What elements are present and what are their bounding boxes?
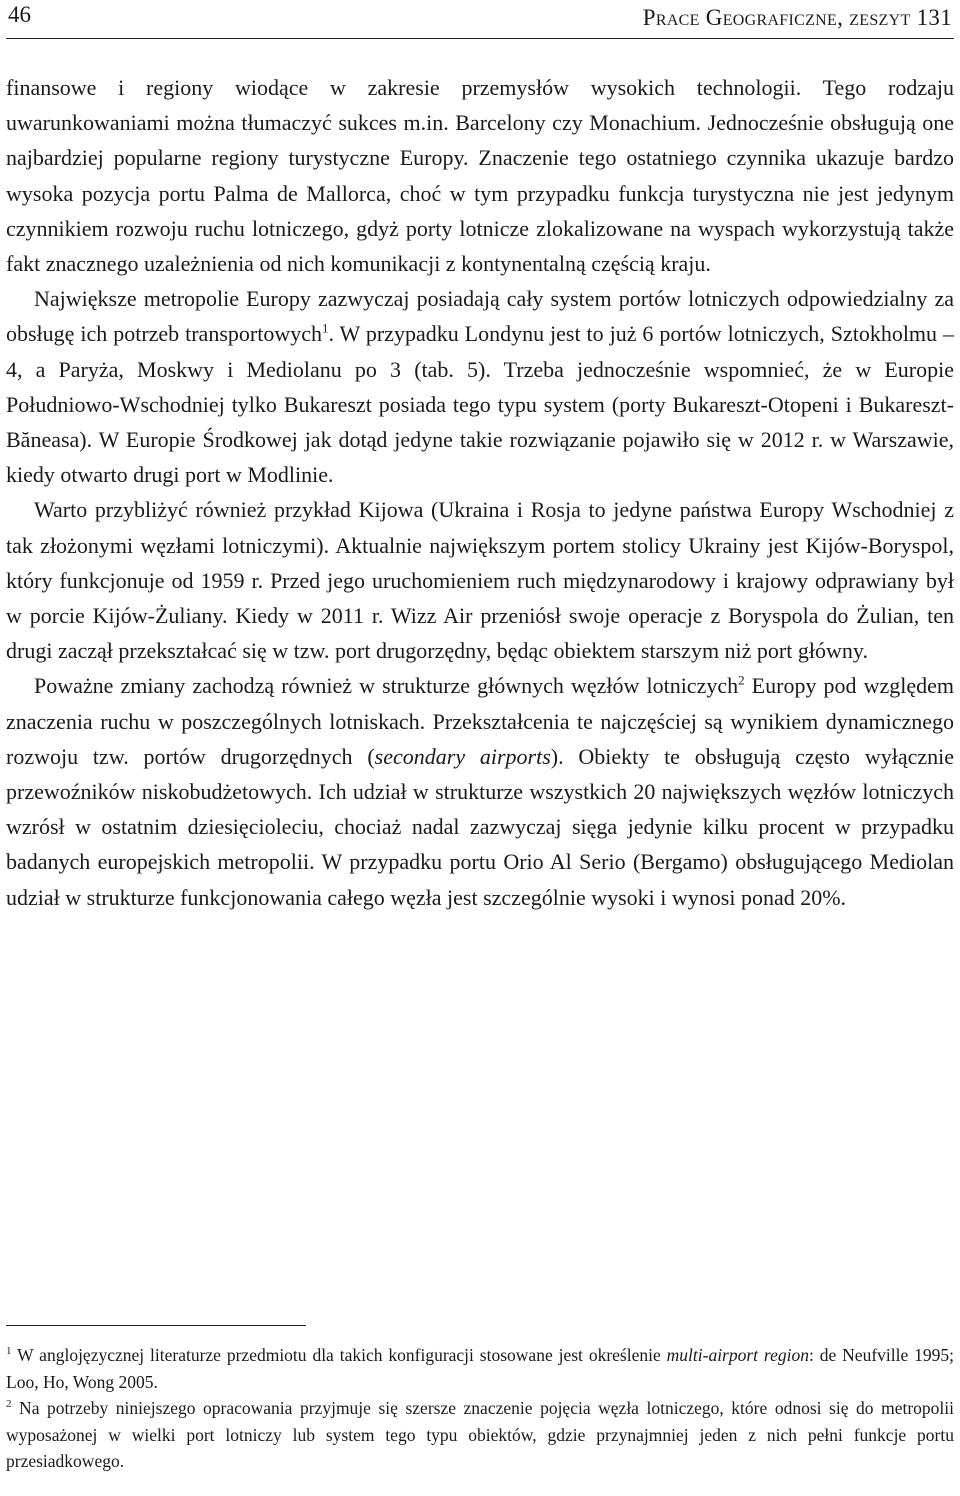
footnote-1-text-a: W anglojęzycznej literaturze przedmiotu dla takich konfiguracji stosowane jest określenie <box>11 1345 667 1365</box>
footnotes <box>6 1325 954 1475</box>
footnote-2-text: Na potrzeby niniejszego opracowania przyjmuje się szersze znaczenie pojęcia węzła lotniczego, które odnosi się do metropolii wyposażonej w wielki port lotniczy lub system tego typu obiektów, gdzie przynajmniej jeden z nich pełni funkcje portu przesiadkowego. <box>6 1398 954 1471</box>
paragraph-4-text-c: ). Obiekty te obsługują często wyłącznie przewoźników niskobudżetowych. Ich udział w strukturze wszystkich 20 największych węzłów lotniczych wzrósł w ostatnim dziesięcioleciu, chociaż nadal zazwyczaj sięga jedynie kilku procent w przypadku badanych europejskich metropolii. W przypadku portu Orio Al Serio (Bergamo) obsługującego Mediolan udział w strukturze funkcjonowania całego węzła jest szczególnie wysoki i wynosi ponad 20%. <box>6 743 954 910</box>
paragraph-3-text: Warto przybliżyć również przykład Kijowa (Ukraina i Rosja to jedyne państwa Europy Wschodniej z tak złożonymi węzłami lotniczymi). Aktualnie największym portem stolicy Ukrainy jest Kijów-Boryspol, który funkcjonuje od 1959 r. Przed jego uruchomieniem ruch międzynarodowy i krajowy odprawiany był w porcie Kijów-Żuliany. Kiedy w 2011 r. Wizz Air przeniósł swoje operacje z Boryspola do Żulian, ten drugi zaczął przekształcać się w tzw. port drugorzędny, będąc obiektem starszym niż port główny. <box>6 497 954 664</box>
paragraph-2 <box>6 281 954 492</box>
page <box>6 0 954 1496</box>
footnote-2 <box>6 1395 954 1475</box>
footnote-1 <box>6 1342 954 1395</box>
footnote-1-text-b: : de Neufville 1995; Loo, Ho, Wong 2005. <box>6 1345 955 1392</box>
journal-title: Prace Geograficzne, zeszyt 131 <box>642 5 952 30</box>
footnote-ref-1[interactable]: 1 <box>321 321 329 337</box>
paragraph-3 <box>6 492 954 668</box>
paragraph-4-text-a: Poważne zmiany zachodzą również w strukturze głównych węzłów lotniczych <box>34 673 739 699</box>
footnote-ref-2[interactable]: 2 <box>738 673 745 689</box>
footnote-1-number: 1 <box>6 1345 12 1358</box>
footnote-2-number: 2 <box>6 1398 12 1411</box>
paragraph-1-text: finansowe i regiony wiodące w zakresie przemysłów wysokich technologii. Tego rodzaju uwarunkowaniami można tłumaczyć sukces m.in. Barcelony czy Monachium. Jednocześnie obsługują one najbardziej popularne regiony turystyczne Europy. Znaczenie tego ostatniego czynnika ukazuje bardzo wysoka pozycja portu Palma de Mallorca, choć w tym przypadku funkcja turystyczna nie jest jedynym czynnikiem rozwoju ruchu lotniczego, gdyż porty lotnicze zlokalizowane na wyspach wykorzystują także fakt znacznego uzależnienia od nich komunikacji z kontynentalną częścią kraju. <box>6 75 954 277</box>
page-number: 46 <box>8 2 31 27</box>
paragraph-4 <box>6 668 954 914</box>
paragraph-1 <box>6 70 954 281</box>
running-header <box>6 0 954 39</box>
paragraph-4-italic-term: secondary airports <box>374 743 551 769</box>
paragraph-4-text-b: Europy pod względem znaczenia ruchu w poszczególnych lotniskach. Przekształcenia te najczęściej są wynikiem dynamicznego rozwoju tzw. portów drugorzędnych ( <box>6 673 954 769</box>
footnote-1-italic-term: multi-airport region <box>666 1345 809 1365</box>
paragraph-2-text-a: Największe metropolie Europy zazwyczaj posiadają cały system portów lotniczych odpowiedzialny za obsługę ich potrzeb transportowych <box>6 286 954 347</box>
footnote-divider <box>6 1325 306 1326</box>
paragraph-2-text-b: . W przypadku Londynu jest to już 6 portów lotniczych, Sztokholmu – 4, a Paryża, Moskwy i Mediolanu po 3 (tab. 5). Trzeba jednocześnie wspomnieć, że w Europie Południowo-Wschodniej tylko Bukareszt posiada tego typu system (porty Bukareszt-Otopeni i Bukareszt-Băneasa). W Europie Środkowej jak dotąd jedyne takie rozwiązanie pojawiło się w 2012 r. w Warszawie, kiedy otwarto drugi port w Modlinie. <box>6 321 954 488</box>
body-text <box>6 70 954 915</box>
